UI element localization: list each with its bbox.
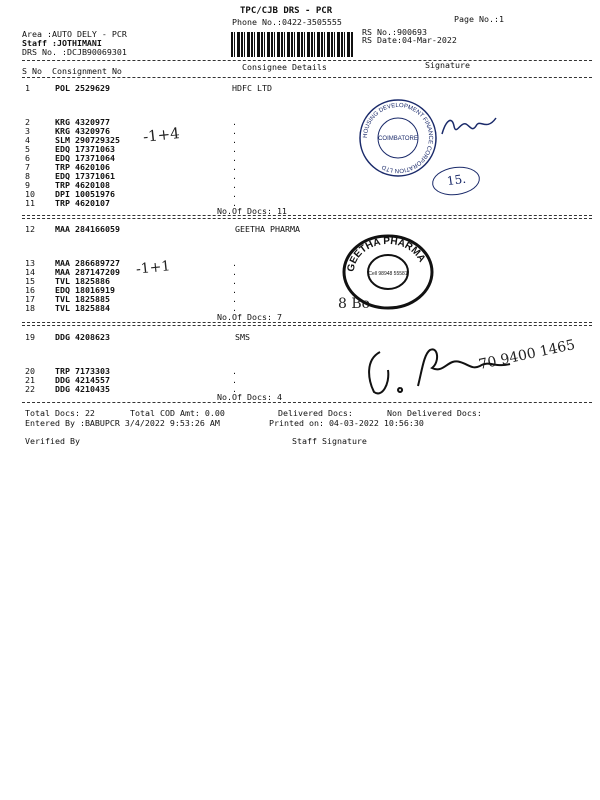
row-consignment: POL 2529629 [55, 83, 110, 93]
row-dot: . [232, 258, 237, 268]
col-header-consignee: Consignee Details [242, 62, 327, 72]
row-dot: . [232, 285, 237, 295]
row-consignment: DDG 4208623 [55, 332, 110, 342]
row-dot: . [232, 366, 237, 376]
rs-date: RS Date:04-Mar-2022 [362, 35, 457, 45]
delivered-docs: Delivered Docs: [278, 408, 353, 418]
handwritten-note: -1+1 [135, 258, 172, 278]
stamp-text: GEETHA PHARMA [345, 235, 428, 273]
drs-number: DRS No. :DCJB90069301 [22, 47, 127, 57]
divider [22, 60, 592, 61]
row-consignment: MAA 287147209 [55, 267, 120, 277]
row-consignment: DPI 10051976 [55, 189, 115, 199]
row-sno: 16 [25, 285, 35, 295]
stamp-inner-text: Cell 98948 55581 [368, 271, 408, 277]
verified-by: Verified By [25, 436, 80, 446]
row-consignment: SLM 290729325 [55, 135, 120, 145]
row-consignee: HDFC LTD [232, 83, 272, 93]
staff-signature-label: Staff Signature [292, 436, 367, 446]
row-sno: 3 [25, 126, 30, 136]
row-dot: . [232, 117, 237, 127]
col-header-sno: S No [22, 66, 42, 76]
row-dot: . [232, 375, 237, 385]
row-sno: 1 [25, 83, 30, 93]
row-sno: 19 [25, 332, 35, 342]
stamp-text: HOUSING DEVELOPMENT FINANCE CORPORATION LTD [362, 102, 434, 174]
row-dot: . [232, 126, 237, 136]
row-consignment: TRP 4620106 [55, 162, 110, 172]
row-sno: 18 [25, 303, 35, 313]
row-consignment: KRG 4320976 [55, 126, 110, 136]
signature-mark [360, 340, 520, 400]
staff-label: Staff :JOTHIMANI [22, 38, 102, 48]
group-doc-count: No.Of Docs: 4 [217, 392, 282, 402]
row-consignment: TRP 7173303 [55, 366, 110, 376]
divider [22, 77, 592, 78]
divider [22, 322, 592, 326]
row-consignment: TVL 1825886 [55, 276, 110, 286]
company-stamp [340, 232, 436, 312]
handwritten-count: 15. [445, 171, 467, 189]
handwritten-count: 8 Bo [338, 296, 371, 312]
row-dot: . [232, 153, 237, 163]
row-dot: . [232, 135, 237, 145]
phone-number: Phone No.:0422-3505555 [232, 17, 342, 27]
row-consignment: TVL 1825885 [55, 294, 110, 304]
row-consignment: MAA 284166059 [55, 224, 120, 234]
row-sno: 20 [25, 366, 35, 376]
page-number: Page No.:1 [454, 14, 504, 24]
non-delivered-docs: Non Delivered Docs: [387, 408, 482, 418]
row-sno: 6 [25, 153, 30, 163]
handwritten-note: -1+4 [142, 124, 181, 146]
total-cod-amount: Total COD Amt: 0.00 [130, 408, 225, 418]
row-consignment: MAA 286689727 [55, 258, 120, 268]
report-title: TPC/CJB DRS - PCR [240, 6, 333, 16]
divider [22, 215, 592, 219]
total-docs: Total Docs: 22 [25, 408, 95, 418]
row-consignment: TRP 4620107 [55, 198, 110, 208]
row-sno: 21 [25, 375, 35, 385]
entered-by: Entered By :BABUPCR 3/4/2022 9:53:26 AM [25, 418, 220, 428]
handwritten-phone: 70 9400 1465 [477, 336, 577, 374]
row-sno: 22 [25, 384, 35, 394]
row-dot: . [232, 267, 237, 277]
row-sno: 10 [25, 189, 35, 199]
row-dot: . [232, 303, 237, 313]
row-dot: . [232, 198, 237, 208]
divider [22, 402, 592, 403]
row-consignment: TRP 4620108 [55, 180, 110, 190]
group-doc-count: No.Of Docs: 11 [217, 206, 287, 216]
row-consignee: SMS [235, 332, 250, 342]
row-sno: 15 [25, 276, 35, 286]
row-dot: . [232, 276, 237, 286]
row-dot: . [232, 180, 237, 190]
row-consignment: TVL 1825884 [55, 303, 110, 313]
row-sno: 5 [25, 144, 30, 154]
row-sno: 2 [25, 117, 30, 127]
row-sno: 9 [25, 180, 30, 190]
row-consignment: EDQ 18016919 [55, 285, 115, 295]
col-header-consignment: Consignment No [52, 66, 122, 76]
col-header-signature: Signature [425, 60, 470, 70]
row-consignment: DDG 4214557 [55, 375, 110, 385]
row-sno: 8 [25, 171, 30, 181]
row-dot: . [232, 294, 237, 304]
row-sno: 4 [25, 135, 30, 145]
row-dot: . [232, 171, 237, 181]
stamp-city: COIMBATORE [378, 136, 418, 142]
barcode [231, 32, 353, 57]
row-consignment: KRG 4320977 [55, 117, 110, 127]
printed-on: Printed on: 04-03-2022 10:56:30 [269, 418, 424, 428]
row-sno: 17 [25, 294, 35, 304]
row-sno: 11 [25, 198, 35, 208]
row-sno: 13 [25, 258, 35, 268]
rs-number: RS No.:900693 [362, 27, 427, 37]
area-label: Area :AUTO DELY - PCR [22, 29, 127, 39]
row-dot: . [232, 162, 237, 172]
row-dot: . [232, 189, 237, 199]
row-consignment: DDG 4210435 [55, 384, 110, 394]
row-consignment: EDQ 17371064 [55, 153, 115, 163]
row-sno: 14 [25, 267, 35, 277]
row-sno: 7 [25, 162, 30, 172]
row-consignment: EDQ 17371061 [55, 171, 115, 181]
row-sno: 12 [25, 224, 35, 234]
row-consignment: EDQ 17371063 [55, 144, 115, 154]
row-dot: . [232, 144, 237, 154]
row-dot: . [232, 384, 237, 394]
company-stamp [356, 96, 440, 180]
row-consignee: GEETHA PHARMA [235, 224, 300, 234]
group-doc-count: No.Of Docs: 7 [217, 312, 282, 322]
signature-mark [440, 112, 500, 142]
